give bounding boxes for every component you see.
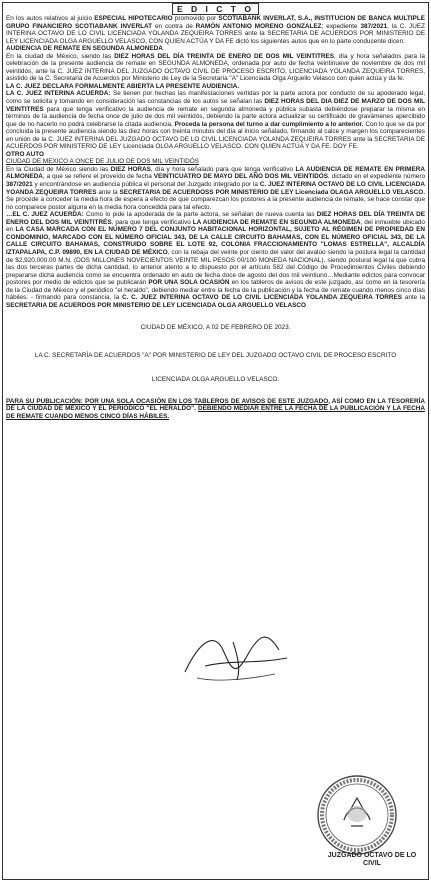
text-run: ; expediente: [321, 22, 361, 30]
text-run: , del inmueble ubicado en: [6, 218, 425, 234]
text-run: LA AUDIENCIA DE REMATE EN PRIMERA ALMONEDA: [6, 165, 425, 181]
text-run: …EL C. JUEZ ACUERDA:: [6, 211, 84, 219]
text-run: LA CASA MARCADA CON EL NÚMERO 7 DEL CONJUNTO HABITACIONAL HORIZONTAL, SUJETO AL RÉGIMEN DE PROPIEDAD EN CONDOMINIO, MARCADO CON EL NÚMERO OFICIAL 343, DE LA CALLE CIRCUITO BAHAMAS, CON EL NÚMERO OFICIAL 343, DE LA CALLE CIRCUITO BAHAMAS, CONSTRUIDO SOBRE EL LOTE 92, COLONIA FRACCIONAMIENTO "LOMAS ESTRELLA", ALCALDÍA IZTAPALAPA, C.P. 09890, EN LA CIUDAD DE MÉXICO: [6, 226, 425, 256]
section-heading: OTRO AUTO: [6, 150, 44, 158]
handwritten-signature: [175, 620, 295, 690]
text-run: RAMÓN ANTONIO MORENO GONZALEZ: [195, 22, 322, 30]
text-run: , dictado en el expediente número: [327, 173, 426, 181]
text-run: DIEZ HORAS DEL DÍA TREINTA DE ENERO DEL DOS MIL VEINTITRÉS: [6, 211, 425, 226]
text-run: , a que se refiere el proveído de fecha: [42, 173, 154, 181]
text-run: DIEZ HORAS DEL DIA DIEZ DE MARZO DE DOS MIL VEINTITRES: [6, 98, 425, 113]
title-text: E D I C T O: [172, 3, 259, 15]
text-run: En la ciudad de México, siendo las: [6, 52, 115, 60]
text-run: , con la rebaja del veinte por ciento del valor del avalúo siendo la postura legal la cantidad de $2,920,000.00 M.N. (DOS MILLONES NOVECIENTOS VEINTE MIL PESOS 00/100 MONEDA NACIONAL), siendo postural legal la que cubra las dos terceras partes de dicha cantidad, lo anterior atento a lo dispuesto por el artículo 582 del Código de Procedimientos Civiles debiendo prepararse dicha audiencia como se encuentra ordenado en auto de fecha doce de agosto del dos mil veintiuno…Mediante edictos para convocar postores por medio de edictos que se publicarán: [6, 248, 425, 287]
signature-block: [6, 376, 425, 384]
text-run: , día y hora señalado para que tenga verificativo: [150, 165, 296, 173]
text-run: C. JUEZ INTERINA OCTAVO DE LO CIVIL LICENCIADA YOANDA ZEQUEIRA TORRES: [6, 181, 425, 196]
text-run: SECRETARIA DE ACUERDOS POR MINISTERIO DE LEY LICENCIADA OLGA ARGUELLO VELASCO: [6, 301, 307, 309]
text-run: DIEZ HORAS: [110, 165, 151, 173]
text-run: , la C. JUEZ INTERINA OCTAVO DE LO CIVIL LICENCIADA YOLANDA ZEQUEIRA TORRES ante la SECRETARIA DE ACUERDOS POR MINISTERIO DE LEY LICENCIADA OLGA ARGUELLO VELASCO, CON QUIEN ACTÚA Y DA FE: [6, 22, 425, 45]
text-run: C. C. JUEZ INTERINA OCTAVO DE LO CIVIL LICENCIADA YOLANDA ZEQUEIRA TORRES: [121, 294, 402, 302]
section-heading: AUDIENCIA DE REMATE EN SEGUNDA ALMONEDA: [6, 45, 163, 53]
text-run: Proceda la persona del turno a dar cumplimiento a lo anterior.: [174, 120, 364, 128]
publication-notice: [6, 398, 425, 421]
text-run: PARA SU PUBLICACIÓN:: [6, 397, 83, 405]
text-run: y encontrándose en audiencia pública el personal del Juzgado integrado por la: [32, 181, 260, 189]
signer-name: LICENCIADA OLGA ARGUELLO VELASCO.: [151, 375, 280, 383]
text-run: , ASÍ COMO EN LA TESORERÍA DE LA CIUDAD DE MÉXICO Y EL PERIÓDICO "EL HERALDO".: [6, 397, 425, 413]
spacer: [6, 338, 425, 346]
intro-paragraph: [6, 15, 425, 45]
text-run: dictó los siguientes autos que en lo parte conducente dicen:: [233, 37, 405, 45]
text-run: ante la: [96, 188, 120, 196]
section-heading: LA C. JUEZ DECLARA FORMALMENTE ABIERTA LA PRESENTE AUDIENCIA.: [6, 82, 240, 90]
ruling-paragraph: [6, 90, 425, 150]
spacer: [6, 309, 425, 317]
text-run: ESPECIAL HIPOTECARIO: [94, 15, 173, 22]
hearing-paragraph: [6, 53, 425, 83]
spacer: [6, 366, 425, 374]
text-run: LA AUDIENCIA DE REMATE EN SEGUNDA ALMONEDA: [192, 218, 361, 226]
text-run: SCOTIABANK INVERLAT, S.A., INSTITUCION DE BANCA MULTIPLE GRUPO FINANCIERO SCOTIABANK INVERLAT: [6, 15, 425, 30]
dateline-heading: CIUDAD DE MEXICO A ONCE DE JULIO DE DOS MIL VEINTIDÓS: [6, 158, 199, 166]
text-run: para que tenga verificativo la audiencia de remate en segunda almoneda y pública subasta debiéndose preparar la misma en términos de la audiencia de fecha once de julio de dos mil veintidós, debiendo la parte actora actualizar su certificado de gravámenes apercibido que de no hacerlo no podrá celebrarse la citada audiencia.: [6, 105, 425, 128]
secretary-line: LA C. SECRETARÍA DE ACUERDOS "A" POR MINISTERIO DE LEY DEL JUZGADO OCTAVO CIVIL DE PROCESO ESCRITO: [34, 352, 397, 360]
text-run: DIEZ HORAS DEL DÍA TREINTA DE ENERO DE DOS MIL VEINTITRES: [114, 52, 335, 60]
court-seal: [316, 774, 398, 856]
text-run: en contra de: [152, 22, 196, 30]
text-run: , para que tenga verificativo: [111, 218, 193, 226]
text-run: ante la: [401, 294, 426, 302]
text-run: DEBIENDO MEDIAR ENTRE LA FECHA DE LA PUBLICACIÓN Y LA FECHA DE REMATE CUANDO MENOS CINCO DÍAS HÁBILES.: [6, 405, 425, 420]
first-auction-paragraph: [6, 166, 425, 211]
seal-label: JUZGADO OCTAVO DE LO CIVIL: [327, 852, 417, 867]
text-run: Con lo que se da por concluida la presente audiencia siendo las diez horas con treinta minutos del día al inicio señalado, firmando al calce y margen los comparecientes en unión de la C. JUEZ INTERINA DEL JUZGADO OCTAVO DE LO CIVIL LICENCIADA YOLANDA ZEQUEIRA TORRES ante la SECRETARIA DE ACUERDOS POR MINISTERIO DE LEY Licenciada OLGA ARGUELLO VELASCO. CON QUIEN ACTÚA Y DA FE. DOY FE.: [6, 120, 425, 151]
text-run: POR UNA SOLA OCASIÓN EN LOS TABLEROS DE AVISOS DE ESTE JUZGADO: [82, 397, 329, 405]
text-run: En la Ciudad de México siendo las: [6, 165, 111, 173]
date-line: CIUDAD DE MÉXICO, A 02 DE FEBRERO DE 2023.: [140, 323, 291, 331]
text-run: en los tableros de avisos de este juzgado, así como en la tesorería de la Ciudad de México y el periódico "el heraldo", debiendo mediar entre la fecha de la publicación y la fecha de remate cuando menos cinco días hábiles. - firmando para constancia, la: [6, 279, 425, 302]
text-run: Se procede a conceder la media hora de espera a efecto de que comparezcan los postores a la presente audiencia de remate, se hace constar que no comparece postor alguna en la media hora concedida para tal efecto.: [6, 196, 425, 211]
text-run: En los autos relativos al juicio: [6, 15, 95, 22]
text-run: Se tienen por hechas las manifestaciones vertidas por la parte actora por conducto de su apoderado legal, como se solicita y tomando en consideración las constancias de los autos se señalan las: [6, 90, 425, 106]
text-run: LA C. JUEZ INTERINA ACUERDA:: [6, 90, 111, 98]
text-run: VEINTICUATRO DE MAYO DEL AÑO DOS MIL VEINTIDÓS: [153, 173, 328, 181]
text-run: POR UNA SOLA OCASIÓN: [148, 279, 230, 287]
text-run: , día y hora señalados para la celebración de la presente audiencia de remate en SEGUNDA ALMONEDA, ordenada por auto de fecha veintinueve de noviembre de dos mil veintidós, ante la C. JUEZ INTERINA DEL JUZGADO OCTAVO CIVIL DE PROCESO ESCRITO, LICENCIADA YOLANDA ZEQUEIRA TORRES, asistido de la C. Secretaria de Acuerdos por Ministerio de Ley de la Secretaría "A" Licenciada Olga Arguello Velasco con quien actúa y da fe.: [6, 52, 425, 83]
text-run: Como lo pide la apoderada de la parte actora, se señalan de nueva cuenta las: [83, 211, 317, 219]
text-run: SECRETARIA DE ACUERDOSS POR MINISTERIO DE LEY Licenciada OLAGA ARGUELLO VELASCO.: [119, 188, 425, 196]
document-title: [6, 4, 425, 15]
second-auction-paragraph: [6, 211, 425, 309]
text-run: promovido por: [172, 15, 219, 22]
spacer: [6, 384, 425, 392]
text-run: 387/2021: [360, 22, 388, 30]
text-run: 387/2021: [6, 181, 33, 189]
